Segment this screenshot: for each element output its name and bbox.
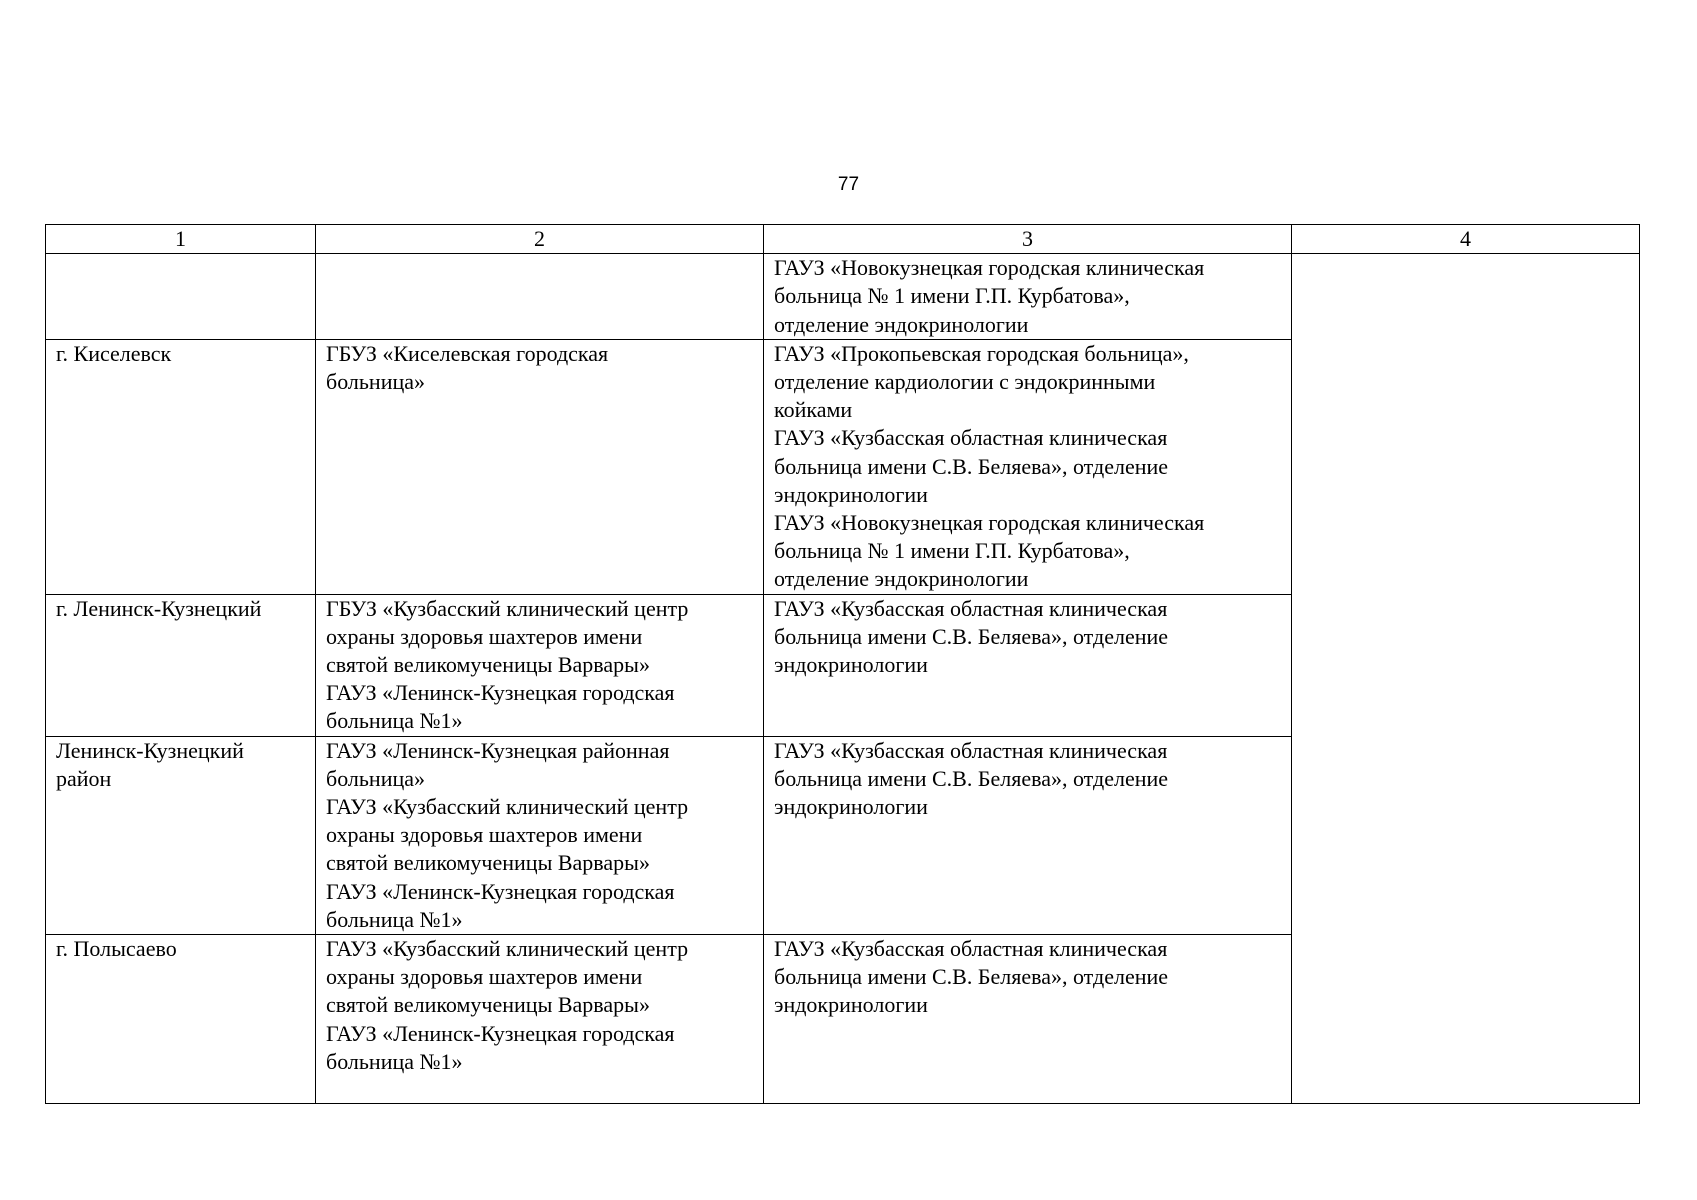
cell-text-line: ГАУЗ «Кузбасский клинический центр — [326, 794, 689, 820]
cell-text-line: ГАУЗ «Кузбасская областная клиническая — [774, 737, 1168, 763]
cell-text-line: ГАУЗ «Ленинск-Кузнецкая городская — [326, 1020, 675, 1046]
cell-text-line: ГАУЗ «Кузбасская областная клиническая — [774, 936, 1168, 962]
table-cell-2 — [316, 594, 764, 736]
table-cell-3 — [764, 254, 1292, 340]
cell-text-line: отделение эндокринологии — [774, 566, 1029, 592]
table-cell-1 — [46, 339, 316, 594]
cell-text-line: святой великомученицы Варвары» — [326, 850, 650, 876]
cell-text-line: больница» — [326, 765, 425, 791]
table-cell-1 — [46, 736, 316, 934]
table-cell-2 — [316, 736, 764, 934]
cell-text-line: ГАУЗ «Ленинск-Кузнецкая городская — [326, 680, 675, 706]
table-cell-2 — [316, 254, 764, 340]
cell-text-line: ГАУЗ «Ленинск-Кузнецкая городская — [326, 878, 675, 904]
cell-text-line: эндокринологии — [774, 481, 928, 507]
cell-text-line: больница имени С.В. Беляева», отделение — [774, 964, 1169, 990]
table-header-row — [46, 225, 1640, 254]
table-cell-3 — [764, 935, 1292, 1104]
header-cell-4: 4 — [1292, 225, 1640, 254]
table-cell-1 — [46, 935, 316, 1104]
cell-text-line: больница имени С.В. Беляева», отделение — [774, 765, 1169, 791]
cell-text-line: больница №1» — [326, 1048, 463, 1074]
header-cell-1: 1 — [46, 225, 316, 254]
cell-text-line: койками — [774, 397, 853, 423]
data-table — [45, 224, 1640, 1104]
table-cell-2 — [316, 339, 764, 594]
header-cell-3: 3 — [764, 225, 1292, 254]
cell-text-line: г. Ленинск-Кузнецкий — [56, 595, 262, 621]
cell-text-line: охраны здоровья шахтеров имени — [326, 623, 643, 649]
table-cell-2 — [316, 935, 764, 1104]
cell-text-line: отделение эндокринологии — [774, 311, 1029, 337]
cell-text-line: ГАУЗ «Кузбасская областная клиническая — [774, 595, 1168, 621]
cell-text-line: г. Полысаево — [56, 936, 177, 962]
cell-text-line: охраны здоровья шахтеров имени — [326, 964, 643, 990]
cell-text-line: отделение кардиологии с эндокринными — [774, 369, 1156, 395]
header-cell-2: 2 — [316, 225, 764, 254]
table-cell-3 — [764, 736, 1292, 934]
table-cell-1 — [46, 594, 316, 736]
cell-text-line: больница имени С.В. Беляева», отделение — [774, 623, 1169, 649]
cell-text-line: ГАУЗ «Кузбасская областная клиническая — [774, 425, 1168, 451]
cell-text-line: ГАУЗ «Прокопьевская городская больница», — [774, 340, 1189, 366]
cell-text-line: больница №1» — [326, 906, 463, 932]
table-cell-3 — [764, 594, 1292, 736]
cell-text-line: район — [56, 765, 112, 791]
table-cell-3 — [764, 339, 1292, 594]
cell-text-line: эндокринологии — [774, 652, 928, 678]
cell-text-line: г. Киселевск — [56, 340, 172, 366]
cell-text-line: больница № 1 имени Г.П. Курбатова», — [774, 538, 1130, 564]
cell-text-line: охраны здоровья шахтеров имени — [326, 822, 643, 848]
cell-text-line: святой великомученицы Варвары» — [326, 652, 650, 678]
cell-text-line: больница» — [326, 369, 425, 395]
table-cell-1 — [46, 254, 316, 340]
cell-text-line: больница № 1 имени Г.П. Курбатова», — [774, 283, 1130, 309]
table-cell-4-merged — [1292, 254, 1640, 1104]
cell-text-line: эндокринологии — [774, 794, 928, 820]
cell-text-line: эндокринологии — [774, 992, 928, 1018]
cell-text-line: ГАУЗ «Ленинск-Кузнецкая районная — [326, 737, 670, 763]
table-body — [46, 225, 1640, 1104]
cell-text-line: ГАУЗ «Новокузнецкая городская клиническая — [774, 510, 1205, 536]
cell-text-line: ГБУЗ «Киселевская городская — [326, 340, 609, 366]
page-number: 77 — [837, 174, 860, 195]
cell-text-line: ГАУЗ «Новокузнецкая городская клиническая — [774, 255, 1205, 281]
cell-text-line: ГАУЗ «Кузбасский клинический центр — [326, 936, 689, 962]
cell-text-line: святой великомученицы Варвары» — [326, 992, 650, 1018]
table-row — [46, 254, 1640, 340]
cell-text-line: больница №1» — [326, 708, 463, 734]
cell-text-line: Ленинск-Кузнецкий — [56, 737, 244, 763]
cell-text-line: ГБУЗ «Кузбасский клинический центр — [326, 595, 689, 621]
cell-text-line: больница имени С.В. Беляева», отделение — [774, 453, 1169, 479]
